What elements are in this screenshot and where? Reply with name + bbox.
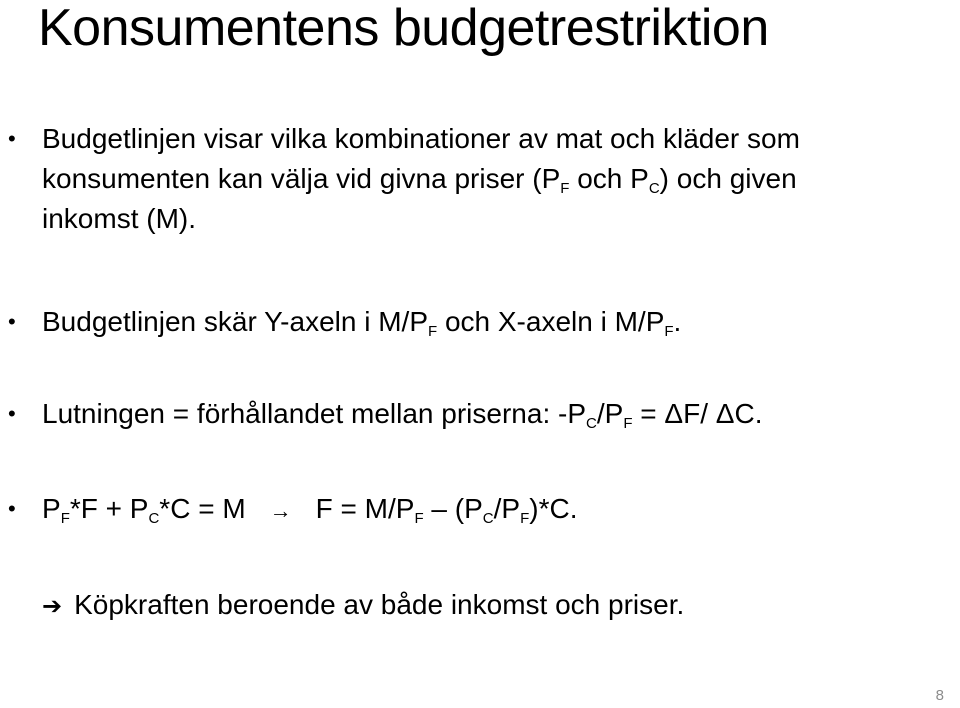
subscript: C [148, 510, 160, 527]
text-segment: *C = M [159, 493, 246, 524]
subscript: F [414, 510, 424, 527]
subscript: C [586, 415, 597, 432]
bullet-line: inkomst (M). [42, 203, 196, 234]
subscript: F [623, 415, 633, 432]
bullet-text [42, 394, 762, 434]
bullet-text [42, 489, 577, 531]
text-segment: och P [569, 163, 649, 194]
text-segment: Budgetlinjen skär Y-axeln i M/P [42, 306, 428, 337]
bullet-text [42, 119, 902, 239]
bullet-line [42, 159, 902, 199]
text-segment: . [673, 306, 682, 337]
text-segment: /P [493, 493, 521, 524]
subscript: C [648, 180, 660, 197]
text-segment: – (P [423, 493, 483, 524]
bullet-dot: • [8, 309, 16, 334]
bullet-dot: • [8, 126, 16, 151]
bullet-dot: • [8, 401, 16, 426]
text-segment: och X-axeln i M/P [437, 306, 665, 337]
text-segment: /P [596, 398, 624, 429]
text-segment: = ΔF/ ΔC. [632, 398, 763, 429]
conclusion [42, 585, 684, 627]
slide-title: Konsumentens budgetrestriktion [38, 0, 769, 57]
bullet-line: Budgetlinjen visar vilka kombinationer av mat och kläder som [42, 123, 800, 154]
bullet-text [42, 302, 681, 342]
subscript: F [520, 510, 530, 527]
subscript: F [60, 510, 70, 527]
text-segment: F = M/P [315, 493, 415, 524]
page-number: 8 [935, 687, 944, 704]
implies-arrow-icon: → [269, 498, 292, 523]
subscript: F [428, 323, 438, 340]
text-segment: konsumenten kan välja vid givna priser (P [42, 163, 561, 194]
subscript: F [560, 180, 570, 197]
conclusion-text: Köpkraften beroende av både inkomst och priser. [74, 589, 685, 620]
text-segment: *F + P [69, 493, 149, 524]
bullet-dot: • [8, 496, 16, 521]
text-segment: ) och given [659, 163, 797, 194]
subscript: C [482, 510, 494, 527]
arrow-right-icon: ➔ [42, 593, 63, 620]
text-segment: Lutningen = förhållandet mellan priserna: -P [42, 398, 587, 429]
text-segment: )*C. [529, 493, 578, 524]
subscript: F [664, 323, 674, 340]
text-segment: P [42, 493, 61, 524]
